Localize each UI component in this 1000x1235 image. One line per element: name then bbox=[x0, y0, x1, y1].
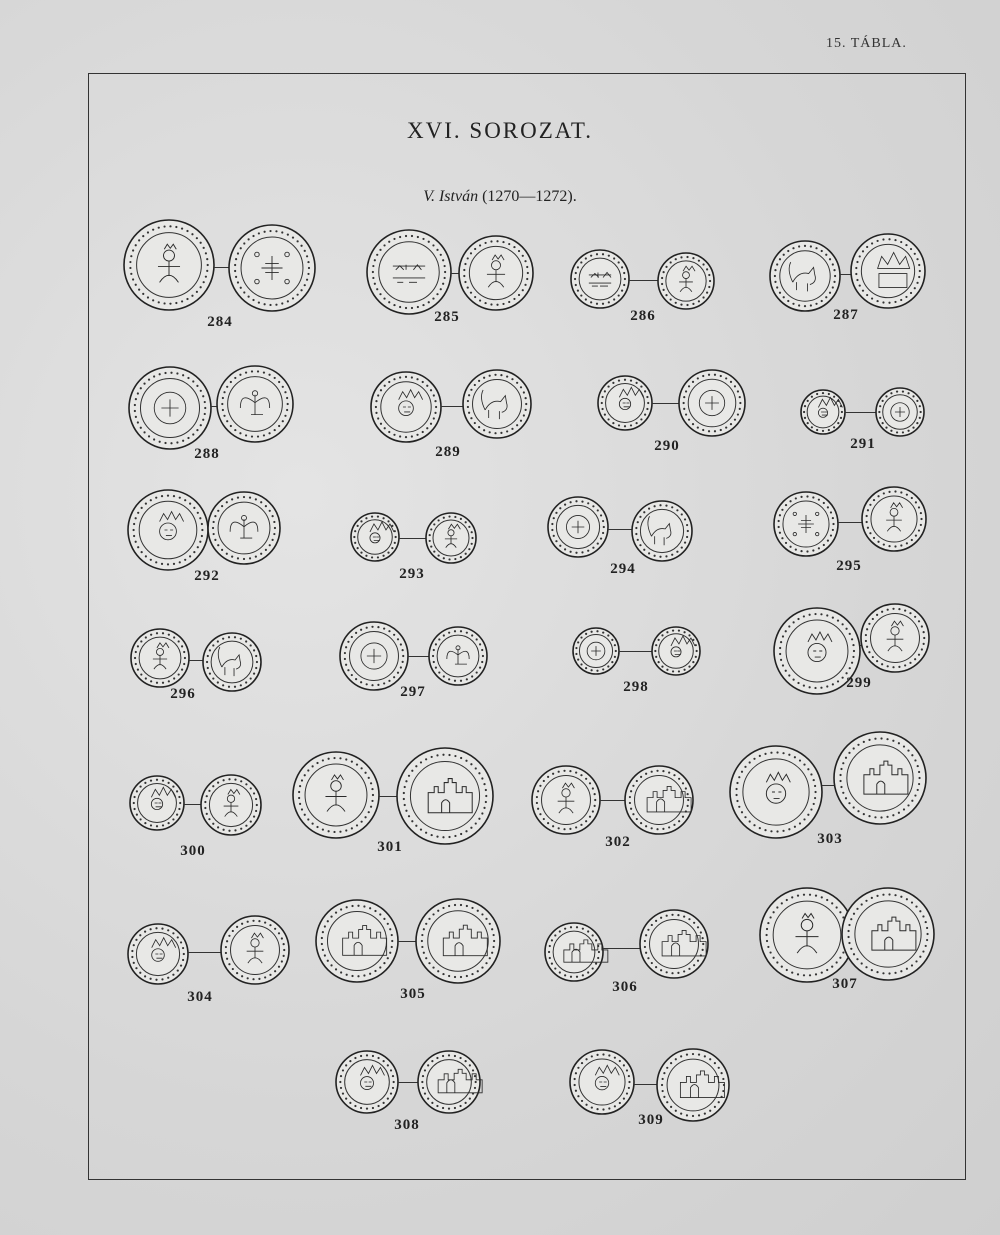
coin-number-label: 302 bbox=[605, 834, 631, 850]
ruler-name: V. István bbox=[423, 188, 479, 205]
coin-reverse-296-edge bbox=[203, 633, 261, 691]
coin-reverse-285 bbox=[455, 232, 537, 314]
coin-obverse-285-edge bbox=[367, 230, 451, 314]
coin-number-label: 284 bbox=[207, 314, 233, 330]
coin-number-label: 304 bbox=[187, 989, 213, 1005]
coin-reverse-293 bbox=[422, 509, 480, 567]
series-title: XVI. SOROZAT. bbox=[407, 118, 593, 143]
coin-reverse-308 bbox=[414, 1047, 484, 1117]
coin-reverse-299 bbox=[857, 600, 933, 676]
ruler-caption bbox=[0, 188, 1000, 206]
coin-reverse-297 bbox=[425, 623, 491, 689]
coin-obverse-287 bbox=[766, 237, 844, 315]
coin-obverse-285 bbox=[363, 226, 455, 318]
coin-obverse-308 bbox=[332, 1047, 402, 1117]
coin-number-label: 301 bbox=[377, 839, 403, 855]
coin-reverse-298 bbox=[648, 623, 704, 679]
coin-number-label: 288 bbox=[194, 446, 220, 462]
coin-reverse-287 bbox=[847, 230, 929, 312]
coin-reverse-292 bbox=[204, 488, 284, 568]
coin-number-label: 307 bbox=[832, 976, 858, 992]
coin-connector-line bbox=[603, 948, 640, 949]
coin-reverse-294 bbox=[628, 497, 696, 565]
coin-obverse-292 bbox=[124, 486, 212, 574]
coin-reverse-307 bbox=[838, 884, 938, 984]
coin-reverse-288 bbox=[213, 362, 297, 446]
coin-reverse-308-edge bbox=[418, 1051, 480, 1113]
coin-reverse-303 bbox=[830, 728, 930, 828]
coin-number-label: 290 bbox=[654, 438, 680, 454]
coin-number-label: 298 bbox=[623, 679, 649, 695]
coin-number-label: 295 bbox=[836, 558, 862, 574]
coin-obverse-289 bbox=[367, 368, 445, 446]
coin-obverse-302 bbox=[528, 762, 604, 838]
coin-reverse-302-edge bbox=[625, 766, 693, 834]
coin-obverse-297 bbox=[336, 618, 412, 694]
coin-reverse-309 bbox=[653, 1045, 733, 1125]
coin-obverse-305-edge bbox=[316, 900, 398, 982]
coin-obverse-286 bbox=[567, 246, 633, 312]
coin-obverse-298 bbox=[569, 624, 623, 678]
coin-obverse-286-edge bbox=[571, 250, 629, 308]
coin-number-label: 291 bbox=[850, 436, 876, 452]
coin-obverse-289-edge bbox=[371, 372, 441, 442]
coin-reverse-284 bbox=[225, 221, 319, 315]
coin-obverse-295 bbox=[770, 488, 842, 560]
coin-number-label: 306 bbox=[612, 979, 638, 995]
coin-number-label: 287 bbox=[833, 307, 859, 323]
coin-number-label: 309 bbox=[638, 1112, 664, 1128]
coin-obverse-305 bbox=[312, 896, 402, 986]
coin-reverse-306-edge bbox=[640, 910, 708, 978]
coin-number-label: 293 bbox=[399, 566, 425, 582]
coin-reverse-289 bbox=[459, 366, 535, 442]
coin-reverse-304 bbox=[217, 912, 293, 988]
coin-number-label: 305 bbox=[400, 986, 426, 1002]
coin-obverse-300 bbox=[126, 772, 188, 834]
coin-number-label: 300 bbox=[180, 843, 206, 859]
coin-obverse-288 bbox=[125, 363, 215, 453]
coin-obverse-290 bbox=[594, 372, 656, 434]
coin-obverse-306-edge bbox=[545, 923, 603, 981]
coin-reverse-294-edge bbox=[632, 501, 692, 561]
coin-number-label: 296 bbox=[170, 686, 196, 702]
ruler-dates: (1270—1272). bbox=[482, 188, 577, 205]
coin-reverse-290 bbox=[675, 366, 749, 440]
coin-number-label: 294 bbox=[610, 561, 636, 577]
coin-obverse-287-edge bbox=[770, 241, 840, 311]
coin-obverse-309 bbox=[566, 1046, 638, 1118]
coin-reverse-286 bbox=[654, 249, 718, 313]
coin-reverse-301-edge bbox=[397, 748, 493, 844]
coin-obverse-303 bbox=[726, 742, 826, 842]
coin-number-label: 286 bbox=[630, 308, 656, 324]
coin-reverse-301 bbox=[393, 744, 497, 848]
coin-obverse-306 bbox=[541, 919, 607, 985]
coin-reverse-289-edge bbox=[463, 370, 531, 438]
coin-obverse-303-edge bbox=[730, 746, 822, 838]
coin-reverse-307-edge bbox=[842, 888, 934, 980]
coin-reverse-291 bbox=[872, 384, 928, 440]
coin-number-label: 299 bbox=[846, 675, 872, 691]
coin-obverse-294 bbox=[544, 493, 612, 561]
coin-obverse-293 bbox=[347, 509, 403, 565]
coin-reverse-302 bbox=[621, 762, 697, 838]
coin-reverse-305 bbox=[412, 895, 504, 987]
coin-number-label: 303 bbox=[817, 831, 843, 847]
coin-obverse-291 bbox=[797, 386, 849, 438]
coin-obverse-292-edge bbox=[128, 490, 208, 570]
coin-number-label: 297 bbox=[400, 684, 426, 700]
page-label: 15. TÁBLA. bbox=[826, 36, 907, 51]
coin-reverse-306 bbox=[636, 906, 712, 982]
coin-number-label: 289 bbox=[435, 444, 461, 460]
coin-obverse-296 bbox=[127, 625, 193, 691]
coin-obverse-304 bbox=[124, 920, 192, 988]
coin-reverse-296 bbox=[199, 629, 265, 695]
coin-reverse-287-edge bbox=[851, 234, 925, 308]
coin-number-label: 308 bbox=[394, 1117, 420, 1133]
coin-obverse-301 bbox=[289, 748, 383, 842]
coin-reverse-295 bbox=[858, 483, 930, 555]
coin-number-label: 292 bbox=[194, 568, 220, 584]
coin-reverse-300 bbox=[197, 771, 265, 839]
coin-reverse-303-edge bbox=[834, 732, 926, 824]
coin-number-label: 285 bbox=[434, 309, 460, 325]
coin-obverse-284 bbox=[120, 216, 218, 314]
